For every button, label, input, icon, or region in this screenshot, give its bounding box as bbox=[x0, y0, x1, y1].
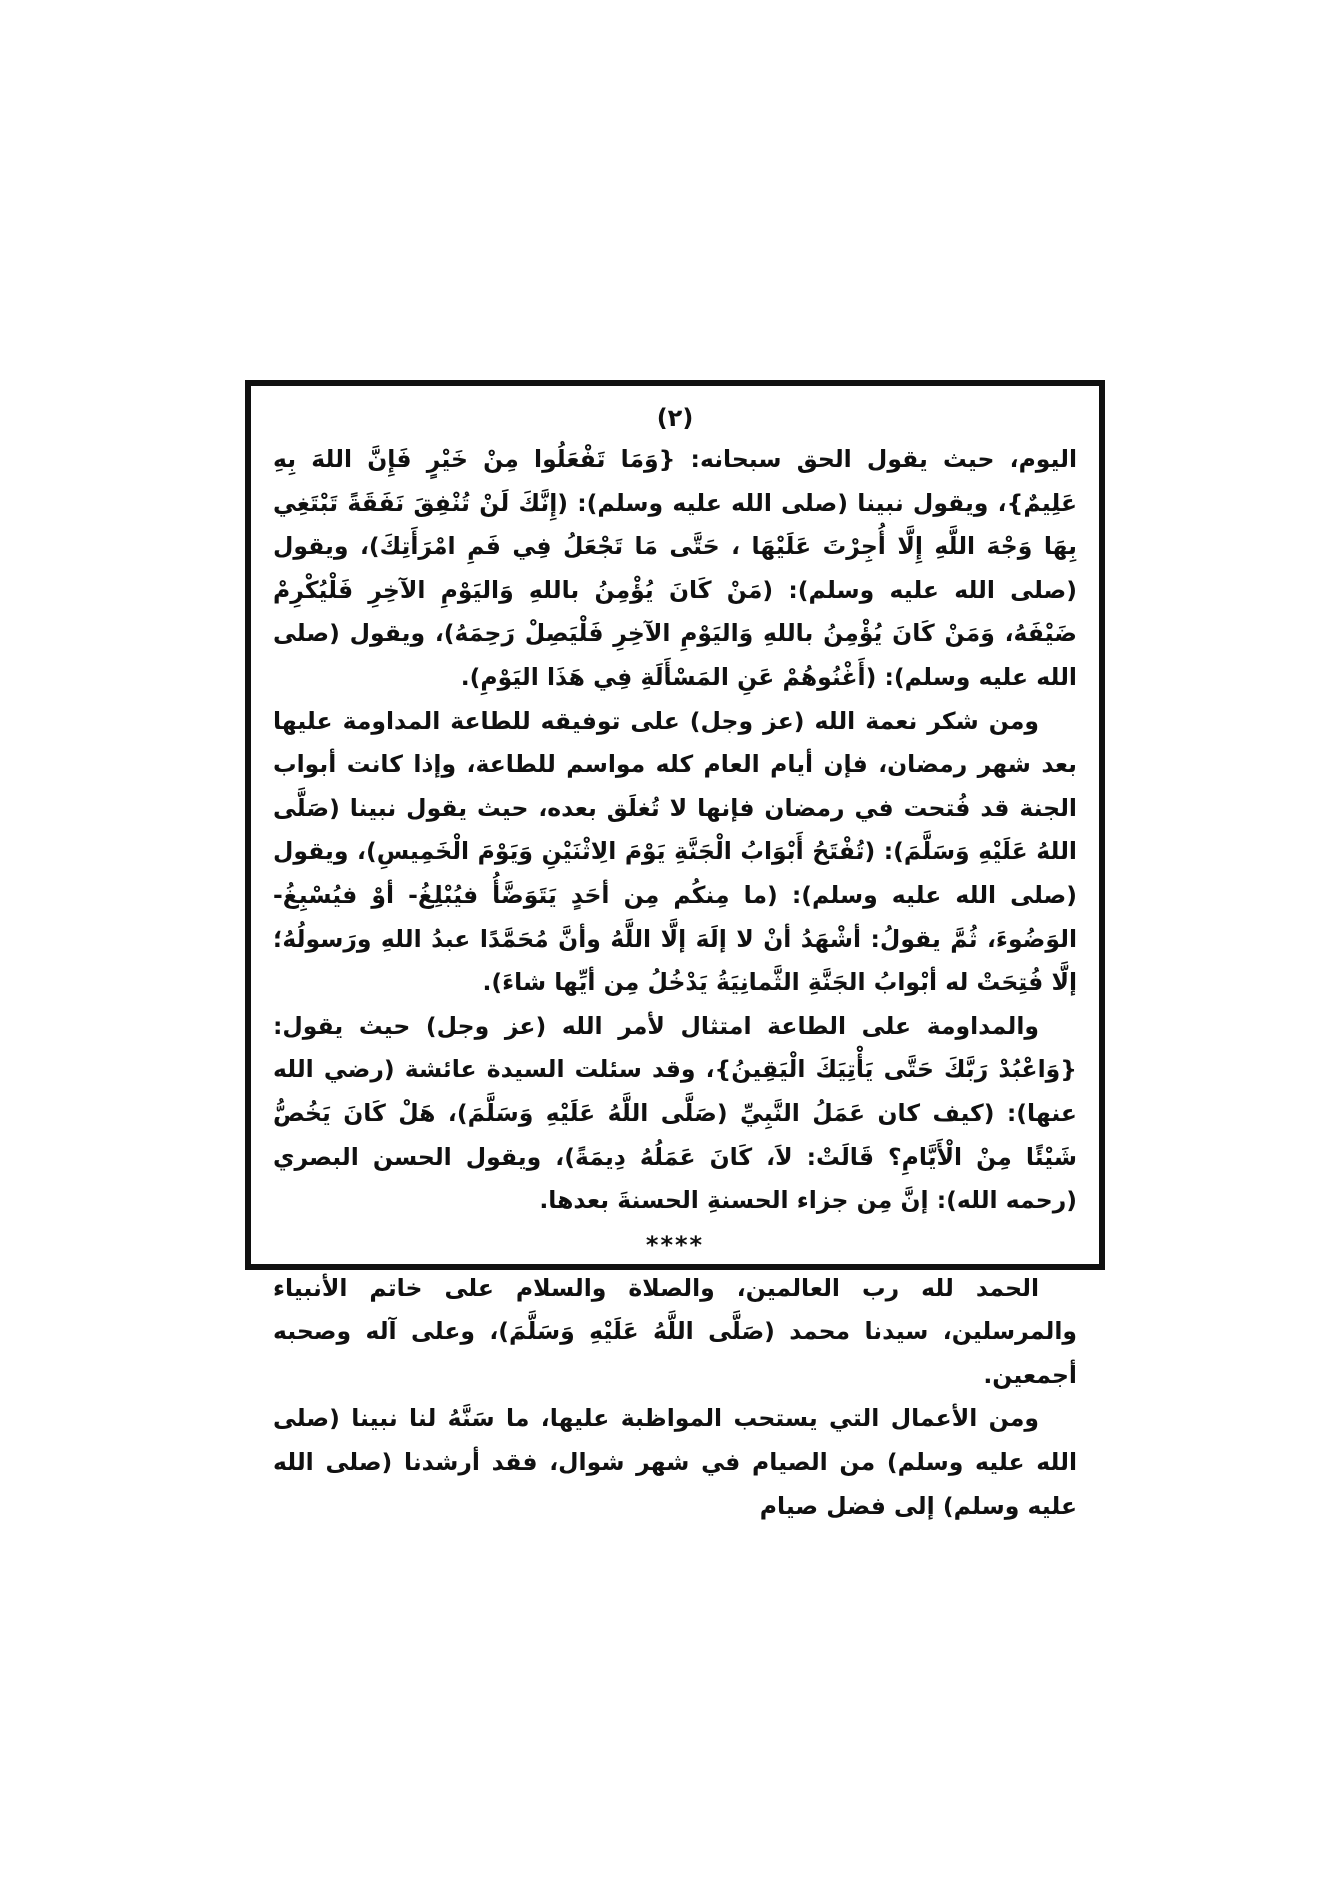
section-separator: **** bbox=[645, 1230, 705, 1259]
page-number: (٢) bbox=[656, 404, 694, 432]
paragraph-perseverance: والمداومة على الطاعة امتثال لأمر الله (عز وجل) حيث يقول: {وَاعْبُدْ رَبَّكَ حَتَّى يَأْتِيَكَ الْيَقِينُ}، وقد سئلت السيدة عائشة (رضي الله عنها): (كيف كان عَمَلُ النَّبِيِّ (صَلَّى اللَّهُ عَلَيْهِ وَسَلَّمَ)، هَلْ كَانَ يَخُصُّ شَيْئًا مِنْ الْأَيَّامِ؟ قَالَتْ: لاَ، كَانَ عَمَلُهُ دِيمَةً)، ويقول الحسن البصري (رحمه الله): إنَّ مِن جزاء الحسنةِ الحسنةَ بعدها. bbox=[273, 1011, 1077, 1215]
page-frame bbox=[245, 380, 1105, 1520]
paragraph-shawwal: ومن الأعمال التي يستحب المواظبة عليها، ما سَنَّهُ لنا نبينا (صلى الله عليه وسلم) من الصيام في شهر شوال، فقد أرشدنا (صلى الله عليه وسلم) إلى فضل صيام bbox=[273, 1404, 1077, 1520]
paragraph-gratitude: ومن شكر نعمة الله (عز وجل) على توفيقه للطاعة المداومة عليها بعد شهر رمضان، فإن أيام العام كله مواسم للطاعة، وإذا كانت أبواب الجنة قد فُتحت في رمضان فإنها لا تُغلَق بعده، حيث يقول نبينا (صَلَّى اللهُ عَلَيْهِ وَسَلَّمَ): (تُفْتَحُ أَبْوَابُ الْجَنَّةِ يَوْمَ الِاثْنَيْنِ وَيَوْمَ الْخَمِيسِ)، ويقول (صلى الله عليه وسلم): (ما مِنكُم مِن أحَدٍ يَتَوَضَّأُ فيُبْلِغُ- أوْ فيُسْبِغُ- الوَضُوءَ، ثُمَّ يقولُ: أشْهَدُ أنْ لا إلَهَ إلَّا اللَّهُ وأنَّ مُحَمَّدًا عبدُ اللهِ ورَسولُهُ؛ إلَّا فُتِحَتْ له أبْوابُ الجَنَّةِ الثَّمانِيَةُ يَدْخُلُ مِن أيِّها شاءَ). bbox=[273, 706, 1077, 997]
paragraph-praise: الحمد لله رب العالمين، والصلاة والسلام على خاتم الأنبياء والمرسلين، سيدنا محمد (صَلَّى اللَّهُ عَلَيْهِ وَسَلَّمَ)، وعلى آله وصحبه أجمعين. bbox=[273, 1273, 1077, 1389]
paragraph-intro: اليوم، حيث يقول الحق سبحانه: {وَمَا تَفْعَلُوا مِنْ خَيْرٍ فَإِنَّ اللهَ بِهِ عَلِيمٌ}، ويقول نبينا (صلى الله عليه وسلم): (إِنَّكَ لَنْ تُنْفِقَ نَفَقَةً تَبْتَغِي بِهَا وَجْهَ اللَّهِ إِلَّا أُجِرْتَ عَلَيْهَا ، حَتَّى مَا تَجْعَلُ فِي فَمِ امْرَأَتِكَ)، ويقول (صلى الله عليه وسلم): (مَنْ كَانَ يُؤْمِنُ باللهِ وَاليَوْمِ الآخِرِ فَلْيُكْرِمْ ضَيْفَهُ، وَمَنْ كَانَ يُؤْمِنُ باللهِ وَاليَوْمِ الآخِرِ فَلْيَصِلْ رَحِمَهُ)، ويقول (صلى الله عليه وسلم): (أَغْنُوهُمْ عَنِ المَسْأَلَةِ فِي هَذَا اليَوْمِ). bbox=[273, 445, 1077, 691]
